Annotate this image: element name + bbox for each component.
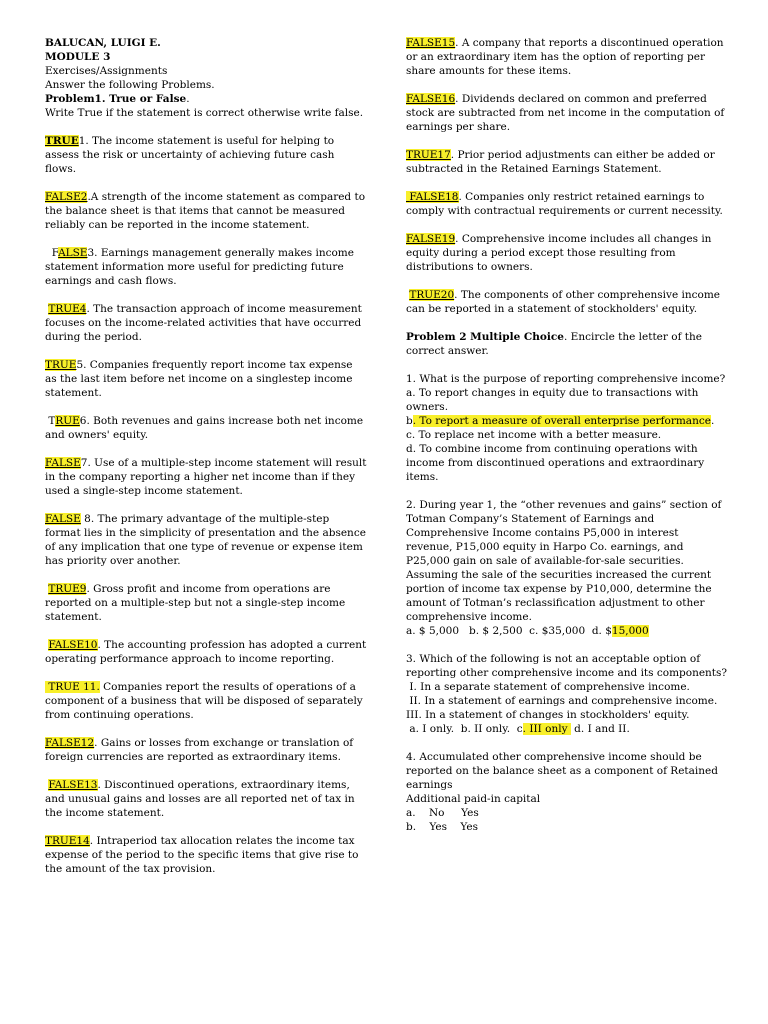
problem2-heading: Problem 2 Multiple Choice. Encircle the letter of the correct answer. <box>406 331 702 357</box>
tf-item-9: TRUE9. Gross profit and income from operations are reported on a multiple-step but not a single-step income statement. <box>45 583 349 623</box>
q3-option-i: I. In a separate statement of comprehensive income. <box>406 681 690 693</box>
q4-stem: 4. Accumulated other comprehensive income should be reported on the balance sheet as a component of Retained earnings <box>406 751 718 791</box>
student-name: BALUCAN, LUIGI E. <box>45 37 161 49</box>
tf-item-14: TRUE14. Intraperiod tax allocation relates the income tax expense of the period to the specific items that give rise to the amount of the tax provision. <box>45 835 359 875</box>
tf-item-2: FALSE2.A strength of the income statement as compared to the balance sheet is that items that cannot be measured reliably can be reported in the income statement. <box>45 191 366 231</box>
problem1-instructions: Write True if the statement is correct otherwise write false. <box>45 107 364 119</box>
q3-stem: 3. Which of the following is not an acceptable option of reporting other comprehensive income and its components? <box>406 653 728 679</box>
q3-option-ii: II. In a statement of earnings and comprehensive income. <box>406 695 718 707</box>
tf-item-17: TRUE17. Prior period adjustments can either be added or subtracted in the Retained Earnings Statement. <box>406 149 715 175</box>
q1-choice-d: d. To combine income from continuing operations with income from discontinued operations and extraordinary items. <box>406 443 705 483</box>
q4-choice-b: b. Yes Yes <box>406 821 479 833</box>
tf-item-19: FALSE19. Comprehensive income includes all changes in equity during a period except those resulting from distributions to owners. <box>406 233 712 273</box>
tf-item-7: FALSE7. Use of a multiple-step income statement will result in the company reporting a higher net income than if they used a single-step income statement. <box>45 457 367 497</box>
module-title: MODULE 3 <box>45 51 111 63</box>
tf-item-15: FALSE15. A company that reports a discontinued operation or an extraordinary item has the option of reporting per share amounts for these items. <box>406 37 724 77</box>
mc-question-2 <box>406 498 728 638</box>
q3-choices: a. I only. b. II only. c. III only d. I and II. <box>406 723 630 735</box>
left-column <box>45 36 370 890</box>
tf-item-18: FALSE18. Companies only restrict retained earnings to comply with contractual requirements or current necessity. <box>406 191 723 217</box>
q2-stem: 2. During year 1, the “other revenues and gains” section of Totman Company’s Statement of Earnings and Comprehensive Income contains P5,000 in interest revenue, P15,000 equity in Harpo Co. earnings, and P25,000 gain on sale of available-for-sale securities. Assuming the sale of the securities increased the current portion of income tax expense by P10,000, determine the amount of Totman’s reclassification adjustment to other comprehensive income. <box>406 499 722 623</box>
tf-item-10: FALSE10. The accounting profession has adopted a current operating performance approach to income reporting. <box>45 639 370 665</box>
header-line-2: Answer the following Problems. <box>45 79 215 91</box>
tf-item-16: FALSE16. Dividends declared on common and preferred stock are subtracted from net income in the computation of earnings per share. <box>406 93 725 133</box>
q1-choice-c: c. To replace net income with a better measure. <box>406 429 662 441</box>
mc-question-4 <box>406 750 728 834</box>
q1-stem: 1. What is the purpose of reporting comprehensive income? <box>406 373 726 385</box>
tf-item-20: TRUE20. The components of other comprehensive income can be reported in a statement of stockholders' equity. <box>406 289 724 315</box>
right-column <box>406 36 728 834</box>
q4-subheader: Additional paid-in capital <box>406 793 541 805</box>
mc-question-3 <box>406 652 728 736</box>
tf-item-3: FALSE3. Earnings management generally makes income statement information more useful for predicting future earnings and cash flows. <box>45 247 358 287</box>
tf-item-11: TRUE 11. Companies report the results of operations of a component of a business that will be disposed of separately from continuing operations. <box>45 681 367 721</box>
q4-choice-a: a. No Yes <box>406 807 479 819</box>
tf-item-8: FALSE 8. The primary advantage of the multiple-step format lies in the simplicity of presentation and the absence of any implication that one type of revenue or expense item has priority over another. <box>45 513 366 567</box>
q1-choice-b: b. To report a measure of overall enterprise performance. <box>406 415 715 427</box>
tf-item-6: TRUE6. Both revenues and gains increase both net income and owners' equity. <box>45 415 367 441</box>
q3-option-iii: III. In a statement of changes in stockholders' equity. <box>406 709 690 721</box>
problem1-heading: Problem1. True or False. <box>45 93 190 105</box>
q1-choice-a: a. To report changes in equity due to transactions with owners. <box>406 387 699 413</box>
tf-item-4: TRUE4. The transaction approach of income measurement focuses on the income-related activities that have occurred during the period. <box>45 303 366 343</box>
header-line-1: Exercises/Assignments <box>45 65 168 77</box>
mc-question-1 <box>406 372 728 484</box>
tf-item-12: FALSE12. Gains or losses from exchange or translation of foreign currencies are reported as extraordinary items. <box>45 737 354 763</box>
tf-item-13: FALSE13. Discontinued operations, extraordinary items, and unusual gains and losses are all reported net of tax in the income statement. <box>45 779 358 819</box>
tf-item-5: TRUE5. Companies frequently report income tax expense as the last item before net income on a singlestep income statement. <box>45 359 353 399</box>
tf-item-1: TRUE1. The income statement is useful for helping to assess the risk or uncertainty of achieving future cash flows. <box>45 135 335 175</box>
q2-choices: a. $ 5,000 b. $ 2,500 c. $35,000 d. $15,000 <box>406 625 649 637</box>
